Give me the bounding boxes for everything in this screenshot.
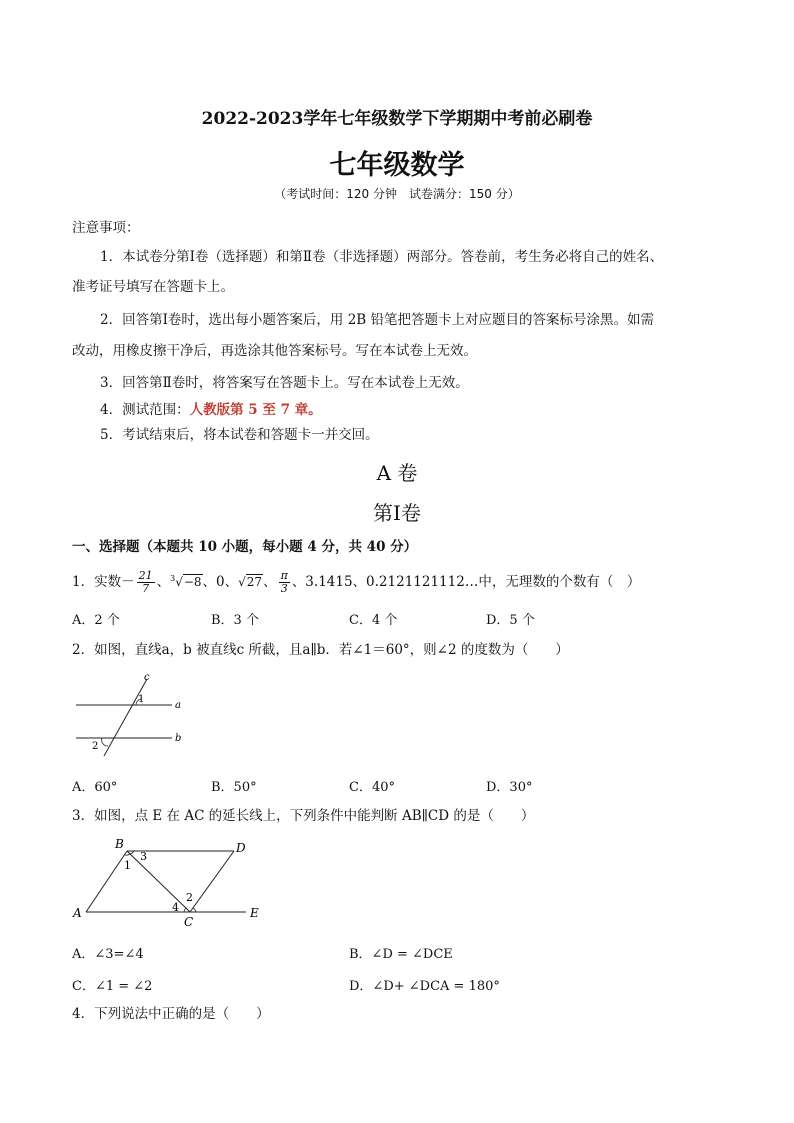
point-c-label: C — [184, 915, 194, 929]
q2-option-b[interactable]: B．50° — [211, 780, 257, 795]
question-4: 4．下列说法中正确的是（ ） — [72, 1006, 270, 1022]
notice-item-5: 5．考试结束后，将本试卷和答题卡一并交回。 — [100, 427, 379, 443]
angle-4-arc — [184, 908, 186, 912]
notice-item-2-cont: 改动，用橡皮擦干净后，再选涂其他答案标号。写在本试卷上无效。 — [72, 343, 477, 359]
question-3: 3．如图，点 E 在 AC 的延长线上，下列条件中能判断 AB∥CD 的是（ ） — [72, 808, 535, 824]
q1-fraction — [137, 570, 155, 595]
notice-item-1: 1．本试卷分第Ⅰ卷（选择题）和第Ⅱ卷（非选择题）两部分。答卷前，考生务必将自己的姓名、 — [100, 249, 664, 265]
label-c: c — [144, 672, 150, 683]
q1-prefix: 1．实数－ — [72, 574, 135, 590]
point-e-label: E — [250, 906, 259, 920]
point-d-label: D — [236, 841, 246, 855]
angle-2-label: 2 — [186, 891, 193, 904]
page-title: 七年级数学 — [329, 150, 465, 181]
line-bc — [127, 851, 190, 912]
q1-sqrt-arg: 27 — [246, 575, 263, 589]
q3-option-d[interactable]: D．∠D+ ∠DCA = 180° — [349, 979, 500, 994]
q3-figure — [70, 835, 270, 930]
notice-item-4-prefix: 4．测试范围： — [100, 402, 190, 418]
q1-square-root: √27 — [238, 575, 263, 589]
notice-heading: 注意事项： — [72, 220, 140, 236]
test-scope: 人教版第 5 至 7 章。 — [189, 402, 322, 418]
q1-option-d[interactable]: D．5 个 — [486, 613, 535, 628]
notice-item-3: 3．回答第Ⅱ卷时，将答案写在答题卡上。写在本试卷上无效。 — [100, 375, 469, 391]
exam-subtitle: 2022-2023学年七年级数学下学期期中考前必刷卷 — [201, 109, 593, 129]
q2-option-c[interactable]: C．40° — [349, 780, 395, 795]
notice-item-1-cont: 准考证号填写在答题卡上。 — [72, 279, 234, 295]
angle-1-label: 1 — [138, 694, 145, 705]
angle-1-label: 1 — [124, 859, 131, 872]
q1-cbrt-index: 3 — [170, 574, 176, 583]
section-a: A 卷 — [376, 461, 418, 485]
point-b-label: B — [115, 837, 124, 851]
label-b: b — [175, 733, 182, 744]
section-part-1: 第Ⅰ卷 — [373, 501, 421, 525]
q1-option-b[interactable]: B．3 个 — [211, 613, 259, 628]
part-heading: 一、选择题（本题共 10 小题，每小题 4 分，共 40 分） — [72, 539, 418, 555]
q2-option-d[interactable]: D．30° — [486, 780, 533, 795]
q1-pi-den: 3 — [280, 582, 288, 595]
q1-cbrt-arg: −8 — [183, 575, 202, 589]
q1-sep: 、 — [156, 574, 171, 590]
q1-sep: 、 — [263, 574, 277, 590]
line-cd — [190, 851, 234, 912]
angle-2-arc — [102, 738, 108, 746]
line-ab — [86, 851, 127, 912]
q1-suffix: 、3.1415、0.2121121112…中，无理数的个数有（ ） — [291, 574, 641, 590]
point-a-label: A — [73, 906, 82, 920]
q1-frac-den: 7 — [142, 582, 150, 595]
q3-option-c[interactable]: C．∠1 = ∠2 — [72, 979, 153, 994]
q2-option-a[interactable]: A．60° — [72, 780, 118, 795]
q1-pi-num: π — [280, 569, 288, 582]
q1-option-c[interactable]: C．4 个 — [349, 613, 398, 628]
angle-3-label: 3 — [140, 850, 147, 863]
question-1 — [72, 566, 640, 595]
notice-item-2: 2．回答第Ⅰ卷时，选出每小题答案后，用 2B 铅笔把答题卡上对应题目的答案标号涂黑。如需 — [100, 312, 655, 328]
question-2: 2．如图，直线a，b 被直线c 所截，且a∥b．若∠1＝60°，则∠2 的度数为（ ） — [72, 642, 569, 658]
q1-frac-num: 21 — [138, 569, 153, 582]
exam-info: （考试时间：120 分钟 试卷满分：150 分） — [274, 187, 520, 201]
notice-item-4 — [100, 400, 322, 420]
q1-sep: 、0、 — [202, 574, 239, 590]
angle-2-arc — [193, 908, 196, 912]
angle-1-arc — [125, 854, 130, 855]
angle-4-label: 4 — [172, 901, 179, 914]
q1-pi-fraction — [279, 570, 290, 595]
q1-cube-root: $^3$√−8 — [170, 574, 202, 589]
q3-option-b[interactable]: B．∠D = ∠DCE — [349, 947, 453, 962]
line-c — [104, 679, 147, 756]
angle-2-label: 2 — [92, 741, 99, 752]
label-a: a — [175, 700, 181, 711]
q1-option-a[interactable]: A．2 个 — [72, 613, 120, 628]
q3-option-a[interactable]: A．∠3=∠4 — [72, 947, 144, 962]
q2-figure — [72, 672, 192, 762]
